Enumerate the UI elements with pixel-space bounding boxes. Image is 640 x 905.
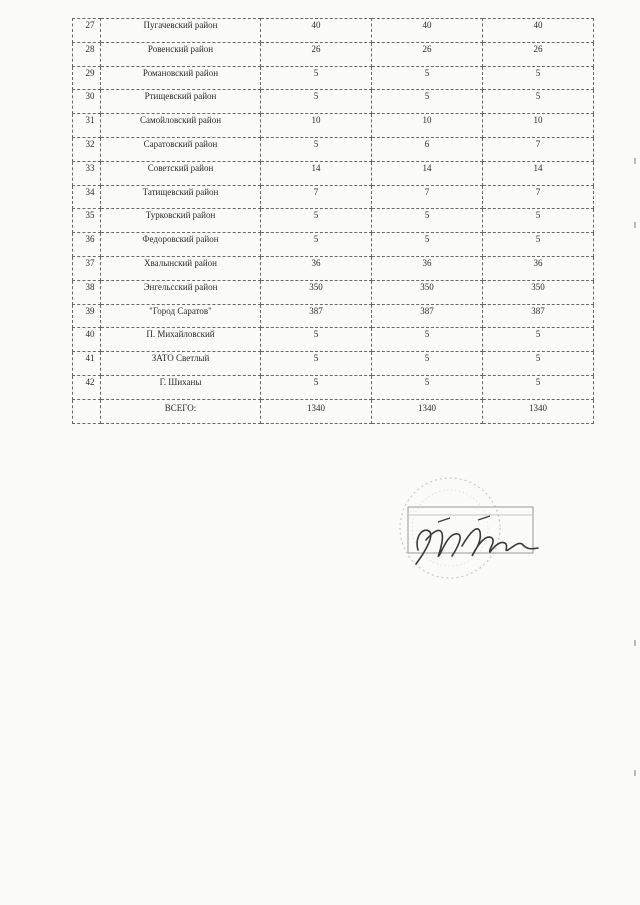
row-number (73, 90, 101, 114)
district-name (101, 161, 261, 185)
value-col-1 (261, 19, 372, 43)
total-col-3 (483, 399, 594, 423)
row-number (73, 19, 101, 43)
margin-mark (634, 158, 636, 164)
value-col-2-text: 14 (422, 162, 432, 173)
table-row (73, 114, 594, 138)
total-col-1 (261, 399, 372, 423)
value-col-3 (483, 185, 594, 209)
district-name-text: Самойловский район (139, 115, 222, 126)
value-col-2-text: 36 (422, 257, 432, 268)
district-name (101, 19, 261, 43)
total-label-text: ВСЕГО: (164, 402, 197, 413)
value-col-2 (372, 375, 483, 399)
table-row (73, 256, 594, 280)
table-row (73, 185, 594, 209)
row-number (73, 304, 101, 328)
value-col-2-text: 7 (424, 186, 430, 197)
value-col-3 (483, 209, 594, 233)
value-col-3 (483, 161, 594, 185)
value-col-3-text: 5 (535, 353, 541, 364)
row-number (73, 42, 101, 66)
row-number (73, 375, 101, 399)
row-number (73, 256, 101, 280)
signature-icon (378, 470, 548, 590)
row-number (73, 185, 101, 209)
total-col-2 (372, 399, 483, 423)
value-col-3 (483, 114, 594, 138)
value-col-1-text: 5 (313, 353, 319, 364)
row-number-text: 42 (85, 376, 95, 387)
row-number (73, 161, 101, 185)
value-col-1-text: 5 (313, 91, 319, 102)
value-col-3-text: 5 (535, 329, 541, 340)
value-col-2-text: 5 (424, 329, 430, 340)
value-col-3 (483, 19, 594, 43)
row-number (73, 328, 101, 352)
value-col-2 (372, 137, 483, 161)
table-row (73, 137, 594, 161)
value-col-2 (372, 114, 483, 138)
value-col-1-text: 387 (309, 305, 323, 316)
row-number (73, 66, 101, 90)
value-col-1 (261, 209, 372, 233)
district-name-text: ЗАТО Светлый (151, 353, 210, 364)
value-col-1-text: 5 (313, 67, 319, 78)
table-row (73, 352, 594, 376)
value-col-3-text: 14 (533, 162, 543, 173)
value-col-1 (261, 66, 372, 90)
value-col-1-text: 5 (313, 210, 319, 221)
district-name-text: Г. Шиханы (159, 376, 202, 387)
value-col-3-text: 5 (535, 210, 541, 221)
margin-mark (634, 770, 636, 776)
district-name (101, 42, 261, 66)
value-col-1 (261, 352, 372, 376)
value-col-3 (483, 90, 594, 114)
value-col-2 (372, 352, 483, 376)
value-col-1 (261, 304, 372, 328)
district-name (101, 352, 261, 376)
value-col-1 (261, 161, 372, 185)
district-name-text: Ровенский район (147, 43, 214, 54)
district-name (101, 185, 261, 209)
value-col-3-text: 350 (531, 281, 545, 292)
row-number-text: 37 (85, 257, 95, 268)
row-number-text: 34 (85, 186, 95, 197)
value-col-2-text: 387 (420, 305, 434, 316)
value-col-3-text: 5 (535, 234, 541, 245)
value-col-3-text: 40 (533, 20, 543, 30)
row-number (73, 209, 101, 233)
value-col-1-text: 5 (313, 138, 319, 149)
district-name-text: Пугачевский район (143, 20, 218, 30)
district-name (101, 280, 261, 304)
value-col-1-text: 5 (313, 329, 319, 340)
district-name (101, 90, 261, 114)
value-col-3 (483, 328, 594, 352)
total-col-1-text: 1340 (307, 402, 325, 413)
margin-mark (634, 222, 636, 228)
value-col-2-text: 40 (422, 20, 432, 30)
value-col-3-text: 387 (531, 305, 545, 316)
value-col-2 (372, 233, 483, 257)
table-body (73, 19, 594, 424)
row-number-text: 40 (85, 329, 95, 340)
value-col-1-text: 10 (311, 115, 321, 126)
value-col-3 (483, 352, 594, 376)
value-col-3-text: 7 (535, 138, 541, 149)
value-col-3 (483, 304, 594, 328)
value-col-1 (261, 328, 372, 352)
district-name-text: Турковский район (145, 210, 216, 221)
value-col-2 (372, 90, 483, 114)
row-number-text: 33 (85, 162, 95, 173)
row-number-text: 41 (85, 353, 95, 364)
row-number (73, 280, 101, 304)
value-col-2 (372, 42, 483, 66)
value-col-2 (372, 19, 483, 43)
value-col-2-text: 350 (420, 281, 434, 292)
value-col-2-text: 5 (424, 234, 430, 245)
table-row (73, 328, 594, 352)
value-col-3-text: 36 (533, 257, 543, 268)
district-name (101, 375, 261, 399)
row-number-text: 30 (85, 91, 95, 102)
district-name (101, 66, 261, 90)
district-name-text: Ртищевский район (144, 91, 217, 102)
row-number-text: 27 (85, 20, 95, 30)
margin-mark (634, 640, 636, 646)
value-col-2-text: 5 (424, 353, 430, 364)
value-col-3 (483, 280, 594, 304)
allocation-table (72, 18, 594, 424)
value-col-2-text: 5 (424, 67, 430, 78)
value-col-3 (483, 42, 594, 66)
value-col-2 (372, 256, 483, 280)
district-name-text: Романовский район (142, 67, 219, 78)
signature-stamp-area (378, 470, 548, 590)
row-number (73, 352, 101, 376)
value-col-2 (372, 185, 483, 209)
district-name (101, 209, 261, 233)
value-col-2 (372, 161, 483, 185)
row-number-text: 38 (85, 281, 95, 292)
value-col-3 (483, 137, 594, 161)
value-col-3 (483, 375, 594, 399)
value-col-2-text: 5 (424, 376, 430, 387)
row-number-text: 31 (85, 115, 95, 126)
value-col-2-text: 5 (424, 91, 430, 102)
district-name (101, 137, 261, 161)
table-row (73, 161, 594, 185)
value-col-1 (261, 280, 372, 304)
table-row (73, 233, 594, 257)
value-col-1-text: 7 (313, 186, 319, 197)
value-col-1-text: 5 (313, 234, 319, 245)
value-col-3-text: 5 (535, 67, 541, 78)
value-col-1-text: 350 (309, 281, 323, 292)
value-col-3-text: 7 (535, 186, 541, 197)
table-row (73, 280, 594, 304)
table-row (73, 19, 594, 43)
total-row (73, 399, 594, 423)
value-col-3 (483, 233, 594, 257)
table-row (73, 304, 594, 328)
district-name-text: П. Михайловский (146, 329, 215, 340)
table-row (73, 66, 594, 90)
value-col-1 (261, 90, 372, 114)
value-col-1-text: 5 (313, 376, 319, 387)
value-col-2-text: 5 (424, 210, 430, 221)
row-number-text: 28 (85, 43, 95, 54)
value-col-1 (261, 137, 372, 161)
value-col-3-text: 5 (535, 376, 541, 387)
value-col-1 (261, 42, 372, 66)
row-number-text: 32 (85, 138, 95, 149)
value-col-2 (372, 304, 483, 328)
value-col-1 (261, 256, 372, 280)
value-col-3 (483, 256, 594, 280)
value-col-2-text: 10 (422, 115, 432, 126)
district-name (101, 328, 261, 352)
row-number-text: 36 (85, 234, 95, 245)
row-number-empty (73, 399, 101, 423)
total-label (101, 399, 261, 423)
row-number-text: 39 (85, 305, 95, 316)
value-col-1-text: 14 (311, 162, 321, 173)
value-col-2 (372, 280, 483, 304)
district-name (101, 256, 261, 280)
value-col-2-text: 26 (422, 43, 432, 54)
district-name (101, 304, 261, 328)
district-name-text: Саратовский район (143, 138, 218, 149)
value-col-1-text: 36 (311, 257, 321, 268)
value-col-1-text: 26 (311, 43, 321, 54)
value-col-1 (261, 185, 372, 209)
district-name-text: "Город Саратов" (149, 305, 212, 316)
district-name-text: Хвалынский район (144, 257, 217, 268)
district-name (101, 233, 261, 257)
row-number (73, 233, 101, 257)
row-number (73, 114, 101, 138)
total-col-2-text: 1340 (418, 402, 436, 413)
table-row (73, 209, 594, 233)
row-number-text: 29 (85, 67, 95, 78)
value-col-2-text: 6 (424, 138, 430, 149)
table-row (73, 90, 594, 114)
value-col-2 (372, 66, 483, 90)
district-name-text: Советский район (147, 162, 214, 173)
total-col-3-text: 1340 (529, 402, 547, 413)
value-col-1 (261, 375, 372, 399)
district-name-text: Федоровский район (142, 234, 219, 245)
row-number (73, 137, 101, 161)
table-row (73, 375, 594, 399)
district-name (101, 114, 261, 138)
value-col-1 (261, 233, 372, 257)
district-name-text: Татищевский район (142, 186, 219, 197)
table-row (73, 42, 594, 66)
district-name-text: Энгельсский район (143, 281, 218, 292)
value-col-3 (483, 66, 594, 90)
row-number-text: 35 (85, 210, 95, 221)
value-col-3-text: 26 (533, 43, 543, 54)
value-col-2 (372, 328, 483, 352)
value-col-1-text: 40 (311, 20, 321, 30)
value-col-3-text: 10 (533, 115, 543, 126)
value-col-2 (372, 209, 483, 233)
value-col-3-text: 5 (535, 91, 541, 102)
value-col-1 (261, 114, 372, 138)
